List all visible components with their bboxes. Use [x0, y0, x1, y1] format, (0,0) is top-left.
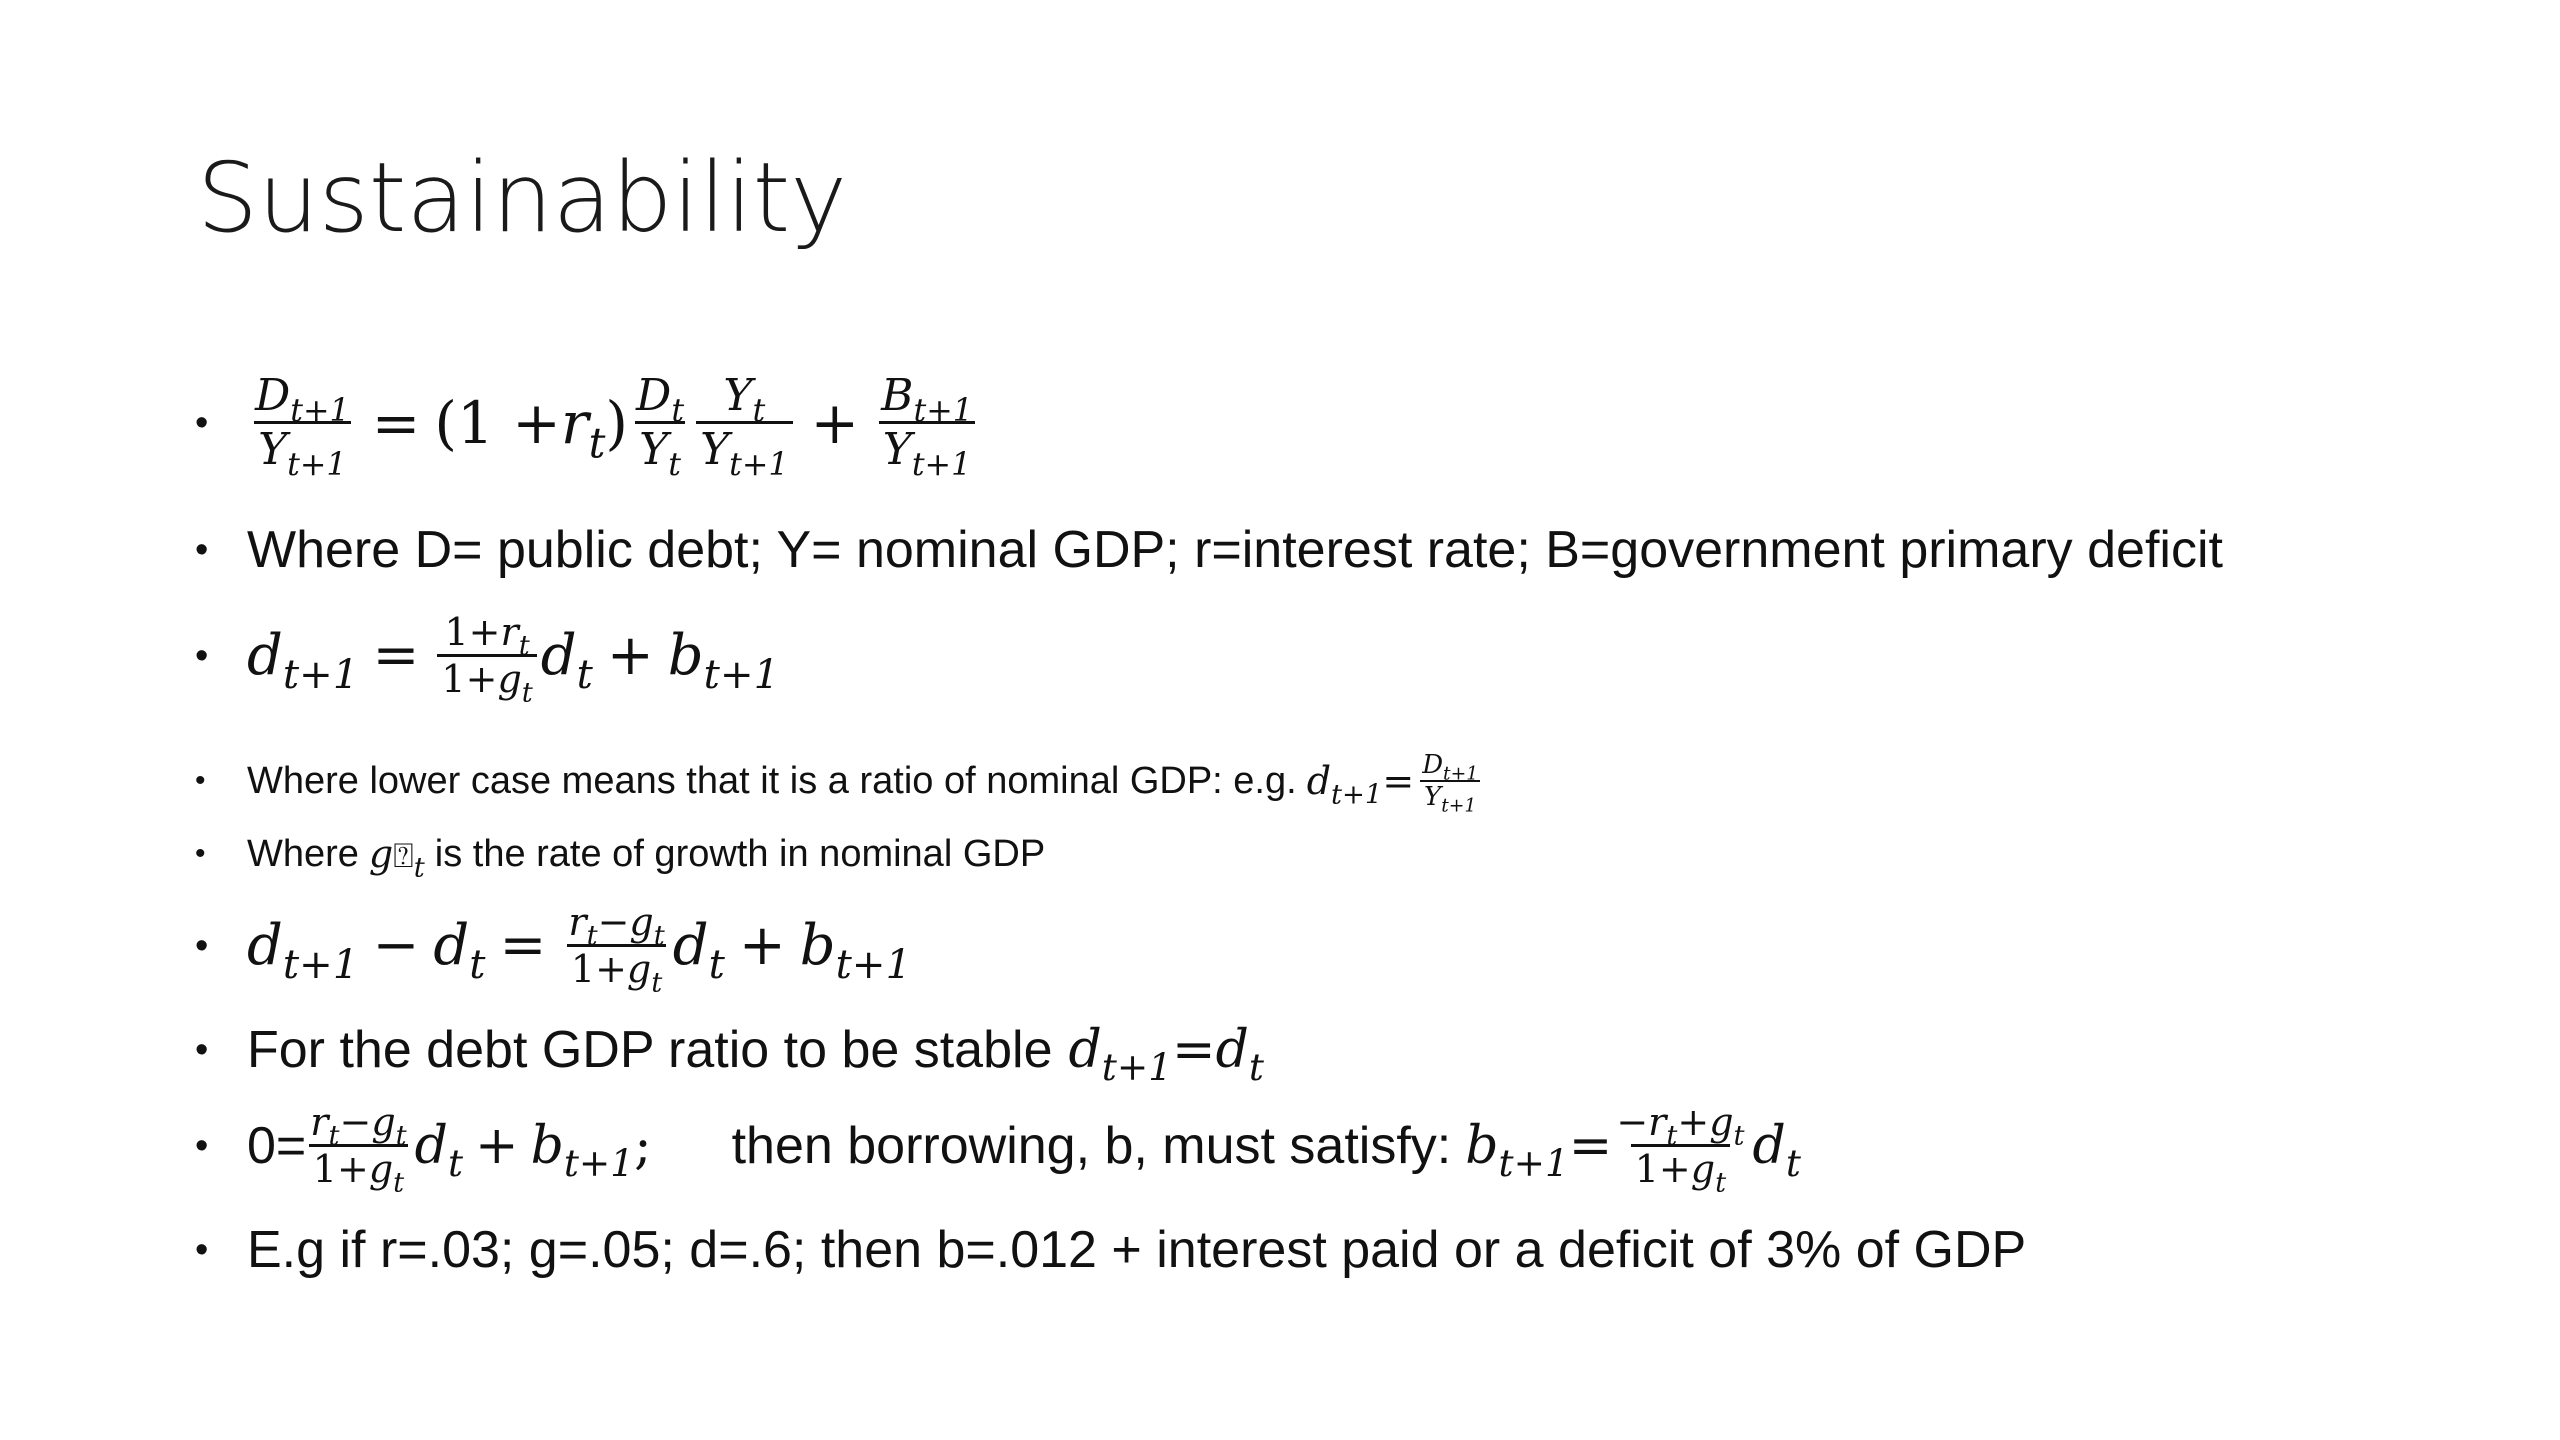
bullet-dot: • [195, 1229, 209, 1271]
bullet-equation-change: • $d_{t+1}$ − $d_t$ = $\frac{r_t-g_t}{1+g_t}$ $d_t$ + $b_{t+1}$ [195, 900, 912, 999]
fraction-B-over-Y: $\frac{B_{t+1}}{Y_{t+1}}$ [877, 370, 977, 475]
bullet-dot: • [195, 924, 209, 967]
bullet-stability-condition: • For the debt GDP ratio to be stable $d_{t+1}$ = $d_t$ [195, 1020, 1264, 1090]
bullet-dot: • [195, 1029, 209, 1071]
fraction-example: $\frac{D_{t+1}}{Y_{t+1}}$ [1418, 750, 1482, 812]
fraction-neg-r-plus-g: $\frac{-r_t+g_t}{1+g_t}$ [1616, 1100, 1745, 1199]
bullet-equation-ratio: • $d_{t+1}$ = $\frac{1+r_t}{1+g_t}$ $d_t$ + $b_{t+1}$ [195, 610, 780, 709]
bullet-dot: • [195, 401, 209, 444]
bullet-dot: • [195, 1124, 209, 1167]
bullet-dot: • [195, 529, 209, 571]
bullet-example: • E.g if r=.03; g=.05; d=.6; then b=.012 + interest paid or a deficit of 3% of GDP [195, 1221, 2027, 1279]
bullet-borrowing-condition: • 0= $\frac{r_t-g_t}{1+g_t}$ $d_t$ + $b_{t+1}$ ; then borrowing, b, must satisfy: $b_{t+1}$ = $\frac{-r_t+g_t}{1+g_t}$ $d_t$ [195, 1100, 1801, 1199]
fraction-D-over-Y: $\frac{D_{t+1}}{Y_{t+1}}$ [255, 370, 350, 484]
fraction-Dt-over-Yt: $\frac{D_t}{Y_t}$ [636, 370, 685, 484]
bullet-growth-note: • Where $g⍰_t$ is the rate of growth in nominal GDP [195, 832, 1046, 884]
fraction-r-minus-g-2: $\frac{r_t-g_t}{1+g_t}$ [310, 1100, 407, 1199]
fraction-r-minus-g: $\frac{r_t-g_t}{1+g_t}$ [568, 900, 665, 999]
bullet-equation-debt-dynamics: • $\frac{D_{t+1}}{Y_{t+1}}$ = (1 + $r_t$ ) $\frac{D_t}{Y_t}$ $\frac{Y_t}{Y_{t+1}}$ + $\frac{B_{t+1}}{Y_{t+1}}$ [195, 370, 981, 475]
fraction-growth-factor: $\frac{1+r_t}{1+g_t}$ [437, 610, 536, 701]
missing-glyph-icon: ⍰ [393, 836, 414, 876]
slide-title: Sustainability [197, 142, 848, 254]
bullet-lower-case-note: • Where lower case means that it is a ratio of nominal GDP: e.g. $d_{t+1}$ = $\frac{D_{t+1}}{Y_{t+1}}$ [195, 750, 1486, 812]
bullet-definitions: • Where D= public debt; Y= nominal GDP; r=interest rate; B=government primary deficit [195, 521, 2223, 579]
bullet-dot: • [195, 764, 206, 797]
bullet-dot: • [195, 837, 206, 870]
fraction-Yt-over-Yt1: $\frac{Y_t}{Y_{t+1}}$ [696, 370, 792, 475]
bullet-dot: • [195, 634, 209, 677]
